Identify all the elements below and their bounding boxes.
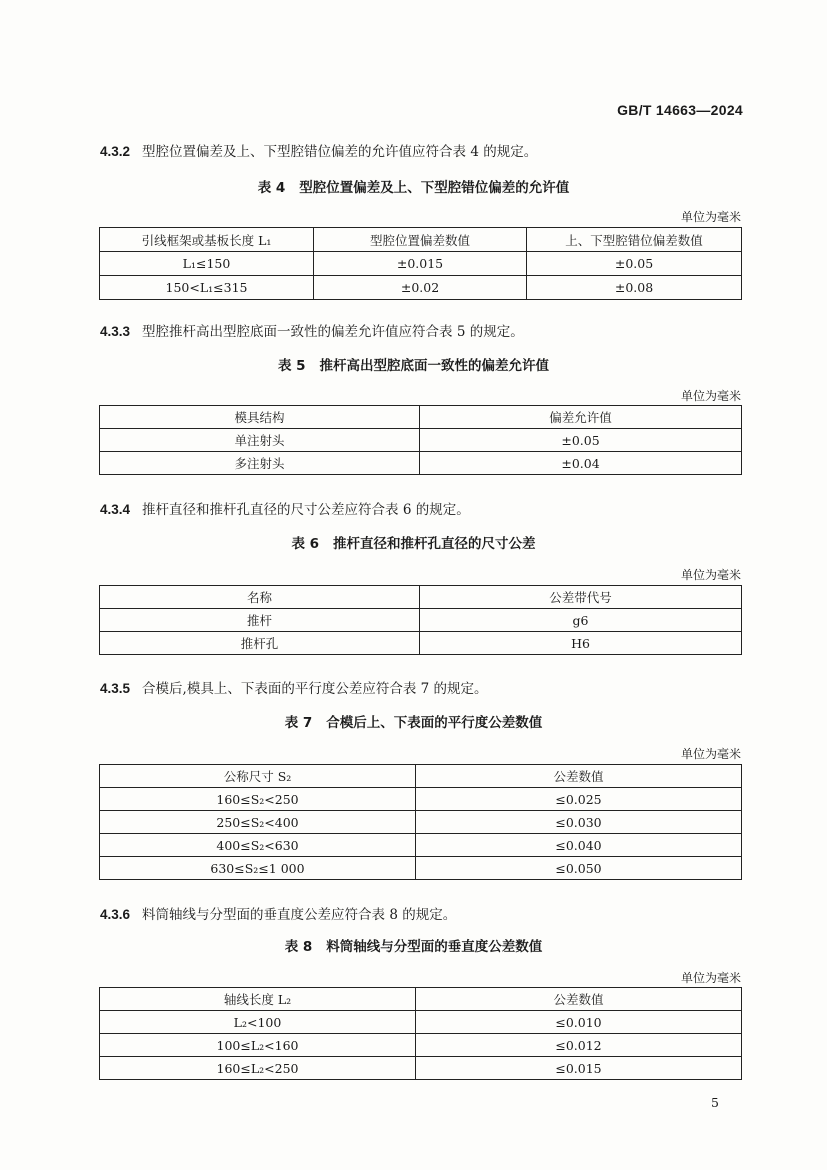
table-header-cell: 公称尺寸 S₂: [100, 765, 416, 788]
table-row: [100, 857, 742, 880]
table-cell: 160≤S₂<250: [100, 788, 416, 811]
table-title: 合模后上、下表面的平行度公差数值: [326, 715, 543, 731]
clause-number: 4.3.5: [100, 681, 131, 696]
table-label: 表 4: [257, 180, 286, 196]
clause-4-3-3: [100, 320, 524, 340]
table-8: [99, 987, 742, 1080]
table-header-cell: 公差带代号: [420, 586, 742, 609]
table-6-unit: 单位为毫米: [680, 568, 741, 582]
table-title: 推杆高出型腔底面一致性的偏差允许值: [319, 358, 550, 374]
table-row: [100, 1057, 742, 1080]
table-cell: H6: [420, 632, 742, 655]
table-header-row: [100, 228, 742, 252]
clause-text: 推杆直径和推杆孔直径的尺寸公差应符合表 6 的规定。: [142, 502, 470, 518]
table-header-cell: 型腔位置偏差数值: [314, 228, 527, 252]
table-label: 表 6: [291, 536, 320, 552]
table-cell: ±0.04: [420, 452, 742, 475]
table-6: [99, 585, 742, 655]
table-cell: 150<L₁≤315: [100, 276, 314, 300]
clause-number: 4.3.3: [100, 324, 131, 339]
table-cell: ≤0.015: [416, 1057, 742, 1080]
clause-text: 型腔位置偏差及上、下型腔错位偏差的允许值应符合表 4 的规定。: [142, 144, 538, 160]
clause-number: 4.3.4: [100, 502, 131, 517]
table-header-cell: 轴线长度 L₂: [100, 988, 416, 1011]
table-row: [100, 811, 742, 834]
table-cell: 630≤S₂≤1 000: [100, 857, 416, 880]
table-row: [100, 788, 742, 811]
table-row: [100, 609, 742, 632]
table-cell: ≤0.010: [416, 1011, 742, 1034]
table-header-row: [100, 586, 742, 609]
table-header-cell: 上、下型腔错位偏差数值: [527, 228, 742, 252]
table-header-row: [100, 765, 742, 788]
table-row: [100, 632, 742, 655]
table-header-cell: 模具结构: [100, 406, 420, 429]
table-cell: 多注射头: [100, 452, 420, 475]
table-label: 表 8: [284, 939, 313, 955]
clause-text: 料筒轴线与分型面的垂直度公差应符合表 8 的规定。: [142, 907, 457, 923]
table-cell: ≤0.030: [416, 811, 742, 834]
standard-number: GB/T 14663—2024: [617, 102, 743, 118]
table-header-row: [100, 988, 742, 1011]
table-row: [100, 252, 742, 276]
table-row: [100, 276, 742, 300]
table-row: [100, 429, 742, 452]
table-label: 表 5: [277, 358, 306, 374]
table-cell: 100≤L₂<160: [100, 1034, 416, 1057]
table-header-cell: 偏差允许值: [420, 406, 742, 429]
table-7-caption: [0, 711, 827, 731]
table-title: 料筒轴线与分型面的垂直度公差数值: [326, 939, 543, 955]
table-header-cell: 公差数值: [416, 765, 742, 788]
table-5-unit: 单位为毫米: [680, 389, 741, 403]
table-4: [99, 227, 742, 300]
table-4-caption: [0, 176, 827, 196]
table-cell: ±0.015: [314, 252, 527, 276]
table-5-caption: [0, 354, 827, 374]
clause-4-3-5: [100, 677, 488, 697]
table-label: 表 7: [284, 715, 313, 731]
table-cell: 推杆: [100, 609, 420, 632]
clause-text: 型腔推杆高出型腔底面一致性的偏差允许值应符合表 5 的规定。: [142, 324, 524, 340]
table-header-row: [100, 406, 742, 429]
table-5: [99, 405, 742, 475]
clause-number: 4.3.2: [100, 144, 131, 159]
table-4-unit: 单位为毫米: [680, 210, 741, 224]
table-row: [100, 1011, 742, 1034]
page-number: 5: [711, 1095, 719, 1110]
table-cell: ≤0.025: [416, 788, 742, 811]
clause-number: 4.3.6: [100, 907, 131, 922]
table-header-cell: 引线框架或基板长度 L₁: [100, 228, 314, 252]
table-7-unit: 单位为毫米: [680, 747, 741, 761]
table-cell: g6: [420, 609, 742, 632]
table-6-caption: [0, 532, 827, 552]
table-cell: ≤0.012: [416, 1034, 742, 1057]
table-cell: ±0.08: [527, 276, 742, 300]
table-8-unit: 单位为毫米: [680, 971, 741, 985]
table-cell: L₁≤150: [100, 252, 314, 276]
table-cell: 160≤L₂<250: [100, 1057, 416, 1080]
table-row: [100, 452, 742, 475]
table-cell: ±0.05: [527, 252, 742, 276]
table-cell: ±0.05: [420, 429, 742, 452]
table-cell: ±0.02: [314, 276, 527, 300]
table-8-caption: [0, 935, 827, 955]
table-header-cell: 名称: [100, 586, 420, 609]
table-row: [100, 834, 742, 857]
table-cell: 单注射头: [100, 429, 420, 452]
table-cell: 400≤S₂<630: [100, 834, 416, 857]
table-cell: 推杆孔: [100, 632, 420, 655]
table-cell: ≤0.050: [416, 857, 742, 880]
clause-4-3-4: [100, 498, 470, 518]
table-row: [100, 1034, 742, 1057]
clause-4-3-6: [100, 903, 456, 923]
table-cell: L₂<100: [100, 1011, 416, 1034]
table-header-cell: 公差数值: [416, 988, 742, 1011]
table-7: [99, 764, 742, 880]
table-cell: 250≤S₂<400: [100, 811, 416, 834]
clause-text: 合模后,模具上、下表面的平行度公差应符合表 7 的规定。: [142, 681, 488, 697]
table-title: 推杆直径和推杆孔直径的尺寸公差: [333, 536, 536, 552]
table-title: 型腔位置偏差及上、下型腔错位偏差的允许值: [299, 180, 570, 196]
table-cell: ≤0.040: [416, 834, 742, 857]
clause-4-3-2: [100, 140, 537, 160]
